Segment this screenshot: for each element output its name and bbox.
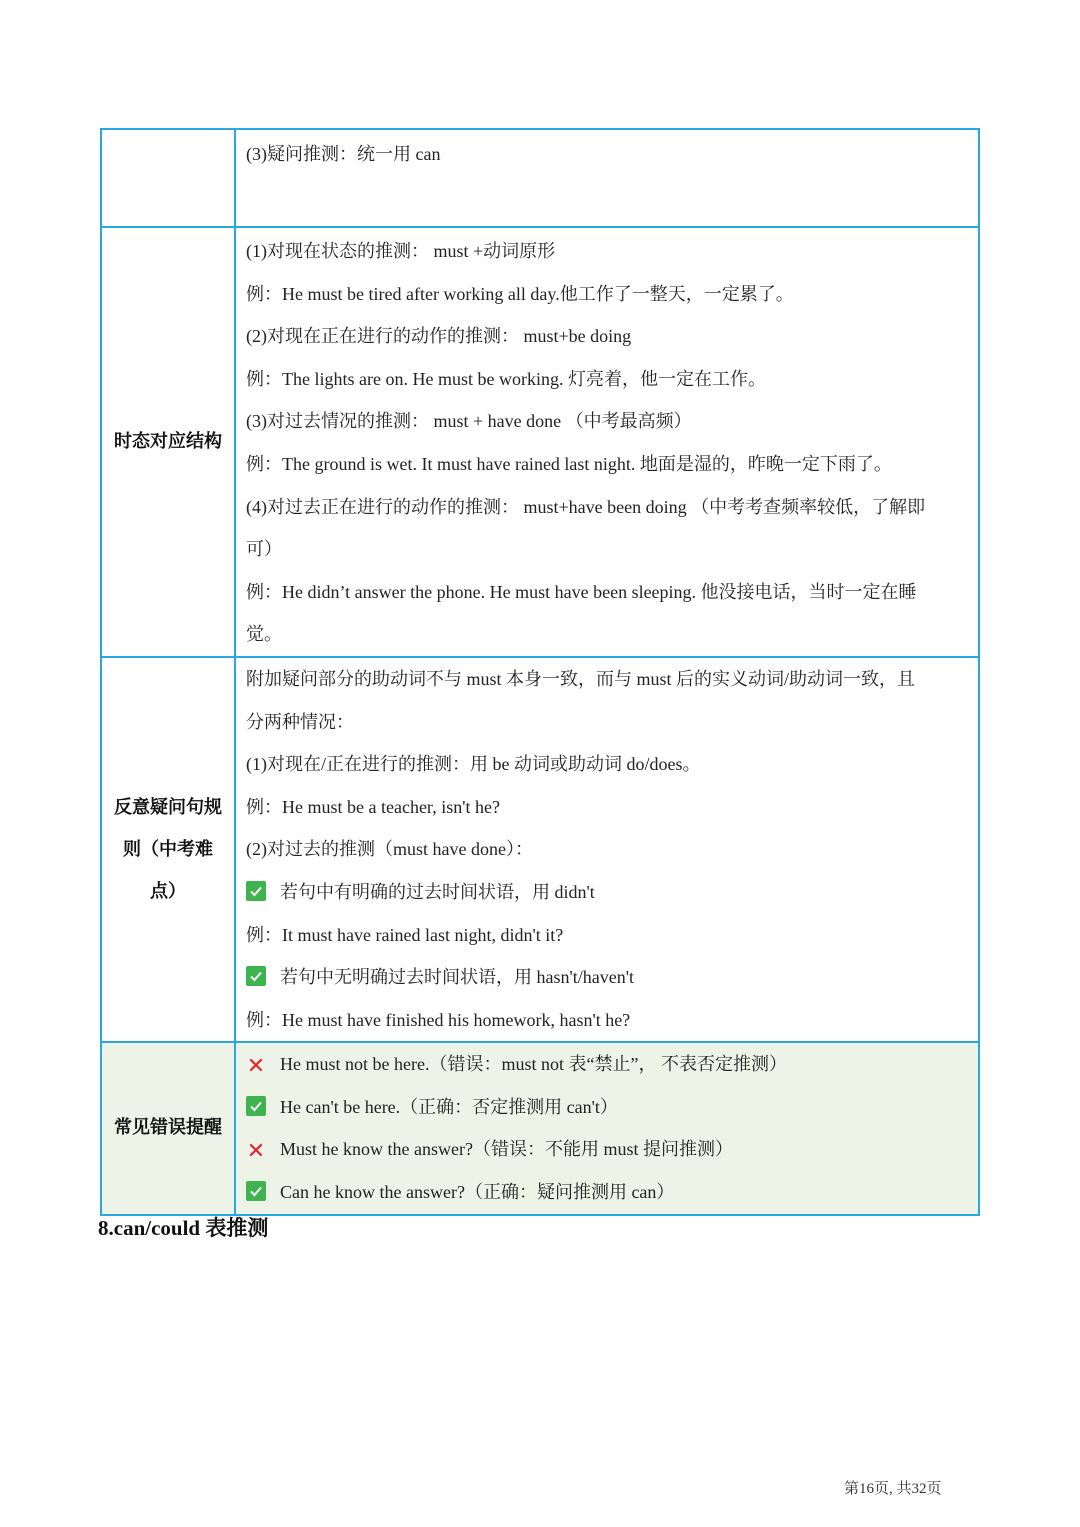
table-row [101,1042,979,1214]
row-content [235,227,979,657]
table-row [101,657,979,1042]
cross-icon: ✕ [246,1054,266,1080]
content-line: (1)对现在状态的推测： must +动词原形 [246,241,556,261]
page-number: 第16页, 共32页 [844,1481,942,1497]
content-line: 例：He must be tired after working all day.他工作了一整天，一定累了。 [246,283,794,304]
row-content [235,129,979,227]
table-row [101,227,979,657]
content-line: (3)对过去情况的推测： must + have done （中考最高频） [246,411,692,432]
content-line: 例：It must have rained last night, didn't it? [246,924,564,945]
content-line: 若句中无明确过去时间状语，用 hasn't/haven't [246,956,970,999]
content-line: (3)疑问推测：统一用 can [246,144,441,164]
content-line: 若句中有明确的过去时间状语，用 didn't [246,871,970,914]
content-line: Can he know the answer?（正确：疑问推测用 can） [246,1171,970,1214]
content-line: 分两种情况： [246,711,354,732]
content-line: 可） [246,539,282,560]
row-header: 反意疑问句规 则（中考难 点） [101,657,235,1042]
content-line: 例：The lights are on. He must be working. 灯亮着，他一定在工作。 [246,368,766,389]
content-line: 例：He must be a teacher, isn't he? [246,796,500,817]
table-row [101,129,979,227]
content-line: (2)对现在正在进行的动作的推测： must+be doing [246,326,632,347]
row-content [235,657,979,1042]
check-icon [246,1181,266,1201]
content-line: 例：He must have finished his homework, hasn't he? [246,1009,631,1030]
check-icon [246,966,266,986]
check-icon [246,1096,266,1116]
check-icon [246,881,266,901]
row-content [235,1042,979,1214]
row-header [101,129,235,227]
content-line: ✕ Must he know the answer?（错误：不能用 must 提问推测） [246,1139,733,1165]
content-line: 例：The ground is wet. It must have rained last night. 地面是湿的，昨晚一定下雨了。 [246,453,892,474]
section-heading: 8.can/could 表推测 [98,1216,269,1240]
content-line: He can't be here.（正确：否定推测用 can't） [246,1086,970,1129]
cross-icon: ✕ [246,1139,266,1165]
row-header: 时态对应结构 [101,227,235,657]
content-line: 觉。 [246,624,282,645]
content-line: 例：He didn’t answer the phone. He must have been sleeping. 他没接电话，当时一定在睡 [246,581,917,602]
content-line: (4)对过去正在进行的动作的推测： must+have been doing （中考考查频率较低，了解即 [246,496,926,517]
content-line: (1)对现在/正在进行的推测：用 be 动词或助动词 do/does。 [246,754,701,775]
row-header: 常见错误提醒 [101,1042,235,1214]
content-line: 附加疑问部分的助动词不与 must 本身一致，而与 must 后的实义动词/助动词一致，且 [246,668,916,689]
content-line: ✕ He must not be here.（错误：must not 表“禁止”， 不表否定推测） [246,1054,787,1080]
grammar-table [100,128,980,1216]
content-line: (2)对过去的推测（must have done）： [246,839,533,860]
